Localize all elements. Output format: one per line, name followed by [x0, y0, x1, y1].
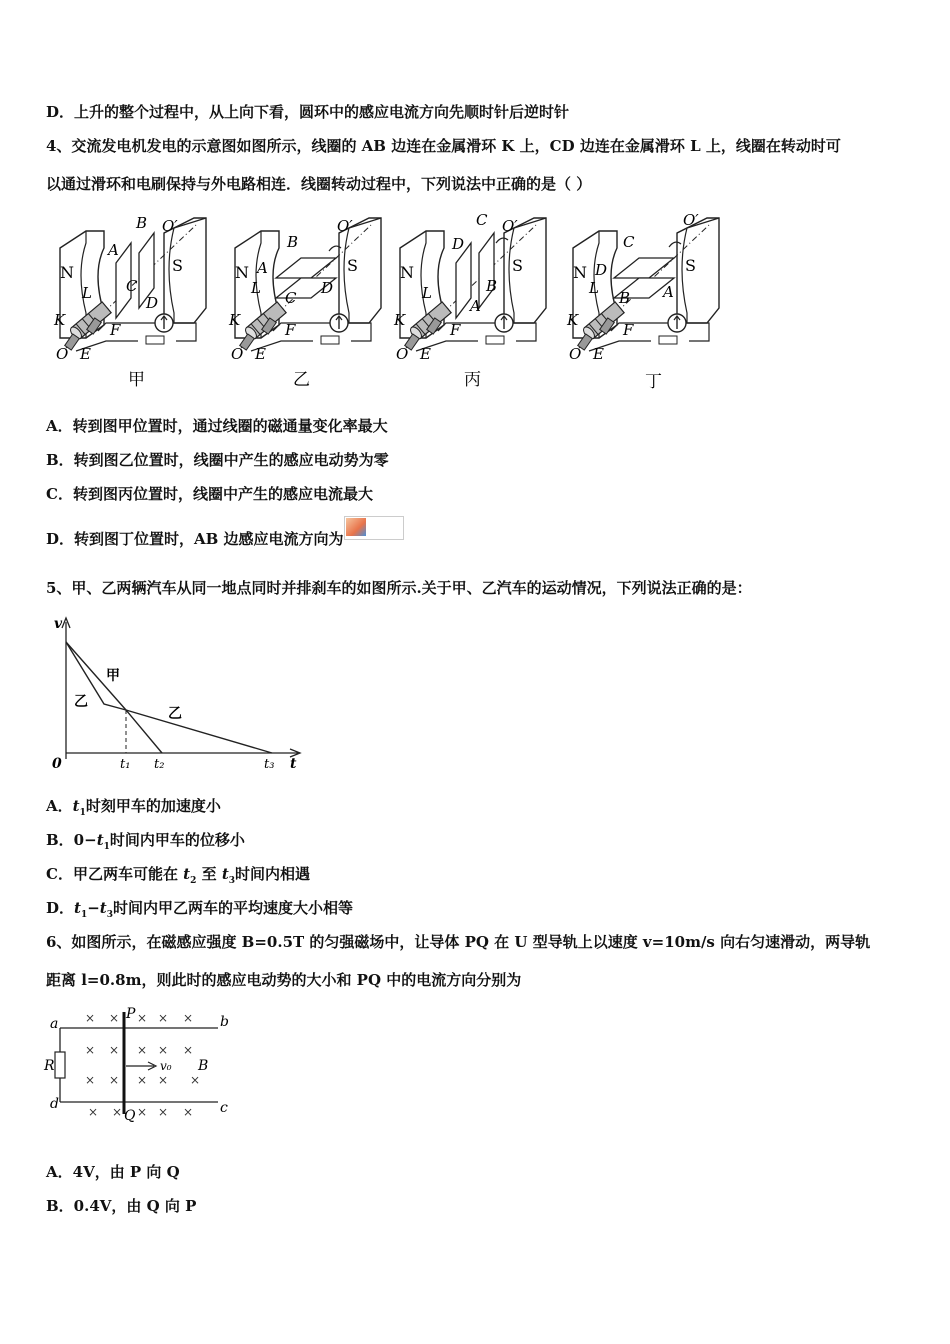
label-s: S	[172, 256, 183, 275]
label-c: c	[220, 1100, 228, 1116]
label-f: F	[450, 321, 461, 339]
svg-text:×: ×	[183, 1011, 194, 1025]
generator-figures	[46, 205, 736, 395]
label-e: E	[80, 345, 91, 363]
label-s: S	[685, 256, 696, 275]
label-n: N	[235, 263, 249, 282]
label-e: E	[420, 345, 431, 363]
label-coil-2: D	[452, 235, 465, 253]
label-coil-2: D	[595, 261, 608, 279]
label-coil-1: C	[476, 211, 488, 229]
series-yi-label-2: 乙	[168, 706, 182, 722]
label-coil-3: C	[126, 277, 138, 295]
svg-text:×: ×	[85, 1043, 96, 1057]
label-coil-2: A	[108, 241, 119, 259]
label-coil-4: A	[663, 283, 674, 301]
generator-figure-4	[566, 211, 719, 392]
label-coil-3: B	[486, 277, 498, 295]
q4-option-d: D．转到图丁位置时，AB 边感应电流方向为	[46, 530, 344, 548]
label-coil-1: B	[136, 214, 148, 232]
label-oprime: O′	[337, 217, 353, 235]
label-f: F	[110, 321, 121, 339]
label-oprime: O′	[683, 211, 699, 229]
caption-1: 甲	[128, 370, 145, 390]
label-k: K	[54, 311, 66, 329]
svg-text:×: ×	[158, 1011, 169, 1025]
generator-figure-1	[53, 214, 206, 390]
svg-text:×: ×	[158, 1105, 169, 1119]
series-jia-label: 甲	[106, 668, 120, 684]
svg-text:×: ×	[158, 1073, 169, 1087]
label-e: E	[593, 345, 604, 363]
rail-figure	[40, 1002, 240, 1126]
field-crosses	[85, 1011, 200, 1119]
q4-option-a[interactable]: A．转到图甲位置时，通过线圈的磁通量变化率最大	[46, 417, 388, 435]
q4-stem-line1: 4、交流发电机发电的示意图如图所示，线圈的 AB 边连在金属滑环 K 上，CD 边连在金属滑环 L 上，线圈在转动时可	[46, 137, 841, 155]
svg-text:×: ×	[137, 1105, 148, 1119]
label-o: O	[231, 345, 244, 363]
broken-image-icon	[344, 516, 404, 540]
svg-text:×: ×	[158, 1043, 169, 1057]
label-oprime: O′	[502, 217, 518, 235]
label-a: a	[50, 1016, 59, 1032]
q4-option-c[interactable]: C．转到图丙位置时，线圈中产生的感应电流最大	[46, 485, 373, 503]
label-s: S	[512, 256, 523, 275]
svg-text:×: ×	[137, 1011, 148, 1025]
label-n: N	[60, 263, 74, 282]
label-l: L	[82, 284, 92, 302]
svg-text:×: ×	[85, 1073, 96, 1087]
svg-text:×: ×	[109, 1043, 120, 1057]
generator-figure-3	[393, 211, 546, 390]
label-coil-3: C	[285, 289, 297, 307]
svg-text:×: ×	[85, 1011, 96, 1025]
label-r: R	[44, 1058, 55, 1074]
q6-option-b[interactable]: B．0.4V，由 Q 向 P	[46, 1197, 197, 1215]
svg-text:×: ×	[183, 1105, 194, 1119]
q5-option-a[interactable]: A．$t_1$时刻甲车的加速度小	[46, 797, 221, 818]
tick-t1: t₁	[120, 757, 131, 772]
svg-text:×: ×	[88, 1105, 99, 1119]
series-yi-line	[66, 642, 272, 753]
svg-text:×: ×	[137, 1073, 148, 1087]
label-coil-2: A	[257, 259, 268, 277]
resistor	[55, 1052, 65, 1078]
svg-text:×: ×	[109, 1073, 120, 1087]
label-coil-1: C	[623, 233, 635, 251]
svg-text:×: ×	[137, 1043, 148, 1057]
label-e: E	[255, 345, 266, 363]
svg-text:×: ×	[109, 1011, 120, 1025]
series-yi-label-1: 乙	[74, 694, 88, 710]
label-o: O	[56, 345, 69, 363]
caption-2: 乙	[293, 370, 310, 390]
label-coil-4: D	[321, 279, 334, 297]
label-b-field: B	[198, 1058, 209, 1074]
q4-stem-line2: 以通过滑环和电刷保持与外电路相连．线圈转动过程中，下列说法中正确的是（ ）	[46, 175, 592, 193]
label-n: N	[573, 263, 587, 282]
y-axis-label: v	[54, 616, 63, 632]
label-p: P	[126, 1006, 136, 1022]
caption-3: 丙	[464, 370, 481, 390]
q5-option-b[interactable]: B．$0-t_1$时间内甲车的位移小	[46, 831, 245, 852]
label-coil-4: A	[470, 297, 481, 315]
q5-option-d[interactable]: D．$t_1-t_3$时间内甲乙两车的平均速度大小相等	[46, 899, 354, 920]
label-f: F	[285, 321, 296, 339]
label-l: L	[422, 284, 432, 302]
label-l: L	[251, 279, 261, 297]
generator-figure-2	[228, 217, 381, 390]
svg-text:×: ×	[112, 1105, 123, 1119]
q6-stem-line1: 6、如图所示，在磁感应强度 B=0.5T 的匀强磁场中，让导体 PQ 在 U 型导轨上以速度 v=10m/s 向右匀速滑动，两导轨	[46, 933, 871, 951]
label-o: O	[569, 345, 582, 363]
vt-chart	[46, 614, 306, 774]
label-q: Q	[124, 1108, 136, 1124]
label-coil-1: B	[287, 233, 299, 251]
tick-t2: t₂	[154, 757, 165, 772]
svg-text:×: ×	[183, 1043, 194, 1057]
q6-stem-line2: 距离 l=0.8m，则此时的感应电动势的大小和 PQ 中的电流方向分别为	[46, 971, 522, 989]
label-k: K	[567, 311, 579, 329]
label-d: d	[50, 1096, 59, 1112]
q5-stem: 5、甲、乙两辆汽车从同一地点同时并排刹车的如图所示.关于甲、乙汽车的运动情况，下列说法正确的是：	[46, 579, 752, 597]
label-k: K	[394, 311, 406, 329]
origin-label: 0	[52, 756, 62, 772]
tick-t3: t₃	[264, 757, 275, 772]
label-f: F	[623, 321, 634, 339]
x-axis-label: t	[290, 756, 297, 772]
label-coil-3: B	[619, 289, 631, 307]
label-n: N	[400, 263, 414, 282]
label-l: L	[589, 279, 599, 297]
label-v0: v₀	[160, 1059, 172, 1073]
label-o: O	[396, 345, 409, 363]
label-oprime: O′	[162, 217, 178, 235]
svg-text:×: ×	[190, 1073, 201, 1087]
q3-option-d: D．上升的整个过程中，从上向下看，圆环中的感应电流方向先顺时针后逆时针	[46, 103, 570, 121]
label-coil-4: D	[146, 294, 159, 312]
q6-option-a[interactable]: A．4V，由 P 向 Q	[46, 1163, 180, 1181]
caption-4: 丁	[645, 372, 662, 392]
label-b: b	[220, 1014, 229, 1030]
label-k: K	[229, 311, 241, 329]
q5-option-c[interactable]: C．甲乙两车可能在 $t_2$ 至 $t_3$时间内相遇	[46, 865, 311, 886]
label-s: S	[347, 256, 358, 275]
q4-option-b[interactable]: B．转到图乙位置时，线圈中产生的感应电动势为零	[46, 451, 389, 469]
q4-option-d-row[interactable]	[46, 528, 404, 552]
